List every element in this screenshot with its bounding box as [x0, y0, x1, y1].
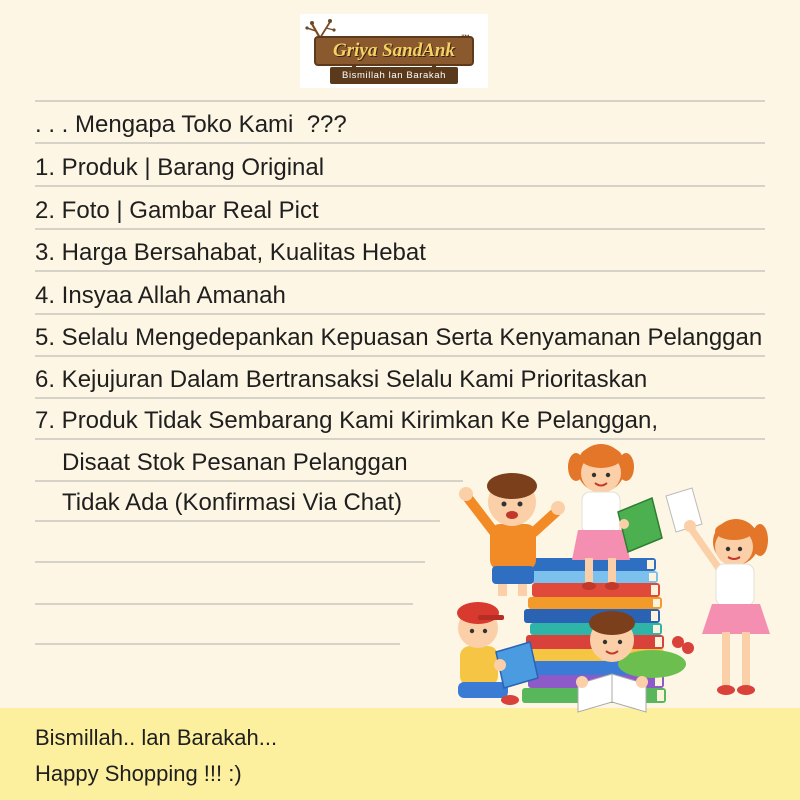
book — [532, 583, 660, 597]
boy-lying-shoe — [682, 642, 694, 654]
book-pages — [653, 599, 660, 607]
boy-sitting-hand — [494, 659, 506, 671]
girl-right-eye — [738, 547, 742, 551]
red-cap-brim — [478, 615, 504, 620]
list-item-continuation: Tidak Ada (Konfirmasi Via Chat) — [62, 489, 403, 516]
book-pages — [653, 625, 660, 633]
logo-name: Griya SandAnk — [333, 40, 455, 61]
girl-top-leg — [608, 558, 616, 584]
trademark-symbol: ™ — [461, 33, 470, 43]
list-item: 4. Insyaa Allah Amanah — [35, 282, 286, 309]
ruled-line — [35, 185, 765, 187]
ruled-line — [35, 313, 765, 315]
boy-left-hand — [459, 487, 473, 501]
list-item: 2. Foto | Gambar Real Pict — [35, 197, 319, 224]
store-logo — [300, 14, 488, 88]
boy-sitting-shirt — [460, 646, 498, 686]
girl-top-eye — [592, 473, 596, 477]
boy-left-eye — [502, 502, 507, 507]
girl-right-skirt — [702, 604, 770, 634]
list-item-continuation: Disaat Stok Pesanan Pelanggan — [62, 449, 408, 476]
leaf — [328, 19, 332, 23]
boy-sitting-shoe — [501, 695, 519, 705]
girl-right-bangs — [715, 522, 753, 540]
leaf — [305, 26, 308, 29]
girl-right-eye — [726, 547, 730, 551]
girl-top-bangs — [580, 446, 622, 468]
footer-greeting: Happy Shopping !!! :) — [35, 761, 242, 786]
ruled-line — [35, 480, 463, 482]
ruled-line — [35, 270, 765, 272]
boy-left-mouth — [506, 511, 518, 519]
girl-right-shirt — [716, 564, 754, 606]
list-item: 5. Selalu Mengedepankan Kepuasan Serta Kenyamanan Pelanggan — [35, 324, 763, 351]
girl-top-leg — [585, 558, 593, 584]
book-pages — [655, 637, 662, 647]
ruled-line — [35, 643, 400, 645]
book-pages — [651, 585, 658, 595]
list-item: 6. Kejujuran Dalam Bertransaksi Selalu Kami Prioritaskan — [35, 366, 648, 393]
boy-left-shirt — [490, 524, 536, 570]
ruled-line — [35, 397, 765, 399]
boy-lying-hand — [636, 676, 648, 688]
list-item: 7. Produk Tidak Sembarang Kami Kirimkan Ke Pelanggan, — [35, 407, 659, 434]
logo-title-board — [314, 33, 474, 66]
girl-right-leg — [722, 632, 730, 688]
boy-sitting-eye — [483, 629, 487, 633]
boy-left-eye — [518, 502, 523, 507]
girl-right-shoe — [717, 685, 735, 695]
list-item: 3. Harga Bersahabat, Kualitas Hebat — [35, 239, 426, 266]
ruled-line — [35, 142, 765, 144]
book-pages — [657, 690, 664, 701]
boy-lying-eye — [618, 640, 622, 644]
girl-top-skirt — [572, 530, 630, 560]
boy-left-hand — [551, 501, 565, 515]
logo-tagline: Bismillah lan Barakah — [330, 67, 458, 84]
ruled-line — [35, 228, 765, 230]
book-pages — [647, 560, 654, 569]
ruled-line — [35, 100, 765, 102]
girl-top-blouse — [582, 492, 620, 534]
boy-lying-eye — [603, 640, 607, 644]
red-cap — [457, 602, 499, 624]
boy-sitting-pants — [458, 682, 508, 698]
boy-left-arm — [534, 512, 556, 532]
book-pages — [651, 611, 658, 621]
girl-right-leg — [742, 632, 750, 688]
ruled-line — [35, 520, 440, 522]
boy-left-hair — [487, 473, 537, 499]
girl-right-shoe — [737, 685, 755, 695]
paper-sheet — [666, 488, 702, 532]
footer-blessing: Bismillah.. lan Barakah... — [35, 725, 278, 750]
girl-top-hand — [619, 519, 629, 529]
book — [528, 597, 662, 609]
girl-top-shoe — [582, 582, 596, 590]
ruled-line — [35, 355, 765, 357]
ruled-line — [35, 561, 425, 563]
book-pages — [655, 677, 662, 686]
ruled-line — [35, 603, 413, 605]
leaf — [310, 21, 314, 25]
list-heading: . . . Mengapa Toko Kami ??? — [35, 111, 347, 138]
girl-top-shoe — [605, 582, 619, 590]
book-pages — [649, 573, 656, 581]
kids-reading-books-illustration — [430, 420, 800, 720]
boy-lying-hair — [589, 611, 635, 635]
girl-top-eye — [606, 473, 610, 477]
boy-lying-shoe — [672, 636, 684, 648]
boy-left-shorts — [492, 566, 534, 584]
girl-right-hand — [684, 520, 696, 532]
boy-sitting-eye — [470, 629, 474, 633]
boy-lying-hand — [576, 676, 588, 688]
leaf — [332, 28, 335, 31]
list-item: 1. Produk | Barang Original — [35, 154, 325, 181]
